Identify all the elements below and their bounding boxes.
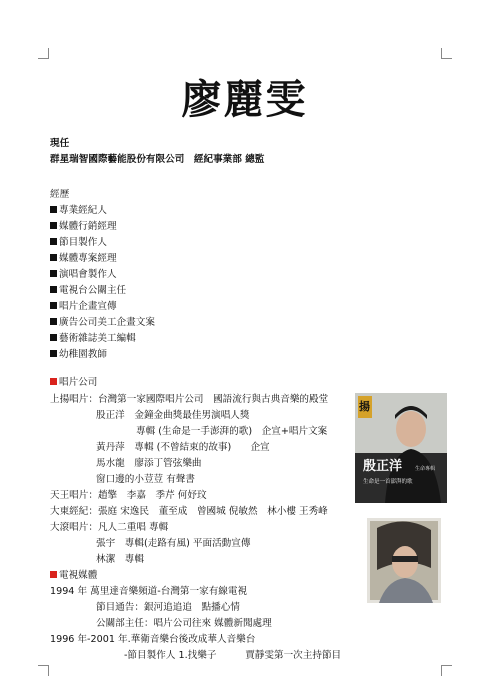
album-cover-photo — [367, 518, 441, 603]
bullet-square-icon — [50, 238, 57, 245]
current-heading: 現任 — [50, 138, 70, 149]
records-heading-row — [50, 377, 97, 389]
tv-line: -節目製作人 1.找樂子 賈靜雯第一次主持節目 — [124, 650, 342, 661]
section-marker-icon — [50, 571, 57, 578]
experience-item-label: 電視台公關主任 — [59, 285, 127, 296]
record-line: 天王唱片：趙擎 李嘉 季芹 何妤玟 — [50, 490, 207, 501]
record-line: 股正洋 金鐘金曲獎最佳男演唱人獎 — [96, 410, 250, 421]
tv-heading-row — [50, 570, 97, 582]
experience-item — [50, 269, 117, 281]
tv-line: 1996 年-2001 年.華衛音樂台後改成華人音樂台 — [50, 634, 256, 645]
experience-item-label: 唱片企畫宣傳 — [59, 301, 117, 312]
record-line: 馬水龍 廖添丁管弦樂曲 — [96, 458, 202, 469]
album-logo: 揚 — [359, 400, 370, 413]
experience-item-label: 廣告公司美工企畫文案 — [59, 317, 155, 328]
tv-line: 公關部主任：唱片公司往來 媒體新聞處理 — [96, 618, 272, 629]
records-heading: 唱片公司 — [59, 377, 98, 388]
bullet-square-icon — [50, 350, 57, 357]
bullet-square-icon — [50, 270, 57, 277]
record-line: 大滾唱片：凡人二重唱 專輯 — [50, 522, 169, 533]
experience-item-label: 專業經紀人 — [59, 205, 107, 216]
record-line: 林潔 專輯 — [96, 554, 144, 565]
crop-mark-bottom-right — [441, 665, 452, 676]
record-line: 大東經紀：張庭 宋逸民 董至成 曾國城 倪敏然 林小樓 王秀峰 — [50, 506, 328, 517]
crop-mark-bottom-left — [38, 665, 49, 676]
experience-item-label: 演唱會製作人 — [59, 269, 117, 280]
bullet-square-icon — [50, 222, 57, 229]
album-cover-photo — [355, 393, 447, 503]
crop-mark-top-right — [441, 48, 452, 59]
experience-item-label: 媒體行銷經理 — [59, 221, 117, 232]
experience-item — [50, 285, 126, 297]
bullet-square-icon — [50, 302, 57, 309]
bullet-square-icon — [50, 334, 57, 341]
experience-item — [50, 349, 107, 361]
bullet-square-icon — [50, 318, 57, 325]
record-line: 窗口邊的小荳荳 有聲書 — [96, 474, 195, 485]
bullet-square-icon — [50, 286, 57, 293]
experience-item — [50, 317, 155, 329]
album-artist: 殷正洋 — [363, 459, 403, 474]
experience-item-label: 媒體專案經理 — [59, 253, 117, 264]
record-line: 上揚唱片：台灣第一家國際唱片公司 國語流行與古典音樂的殿堂 — [50, 394, 329, 405]
current-position: 群星瑞智國際藝能股份有限公司 經紀事業部 總監 — [50, 154, 265, 165]
experience-item-label: 節目製作人 — [59, 237, 107, 248]
tv-line: 節目通告：銀河追追追 點播心情 — [96, 602, 240, 613]
crop-mark-top-left — [38, 48, 49, 59]
record-line: 張宇 專輯(走路有風) 平面活動宣傳 — [96, 538, 251, 549]
bullet-square-icon — [50, 254, 57, 261]
album-cover-art — [367, 518, 441, 603]
experience-item — [50, 301, 117, 313]
experience-item-label: 幼稚園教師 — [59, 349, 107, 360]
experience-item — [50, 333, 136, 345]
experience-item — [50, 237, 107, 249]
album-subtitle: 生命是一首澎湃的歌 — [363, 479, 413, 485]
bullet-square-icon — [50, 206, 57, 213]
experience-heading: 經歷 — [50, 189, 70, 200]
experience-item — [50, 205, 107, 217]
record-line: 黃丹萍 專輯 (不曾結束的故事) 企宣 — [96, 442, 270, 453]
tv-line: 1994 年 萬里達音樂頻道-台灣第一家有線電視 — [50, 586, 248, 597]
album-tag: 生命專輯 — [415, 466, 436, 472]
tv-heading: 電視媒體 — [59, 570, 98, 581]
experience-item — [50, 253, 117, 265]
record-line: 專輯 (生命是一手澎湃的歌) 企宣+唱片文案 — [136, 426, 328, 437]
experience-item — [50, 221, 117, 233]
section-marker-icon — [50, 378, 57, 385]
page-title: 廖麗雯 — [181, 77, 308, 123]
experience-item-label: 藝術雜誌美工編輯 — [59, 333, 136, 344]
